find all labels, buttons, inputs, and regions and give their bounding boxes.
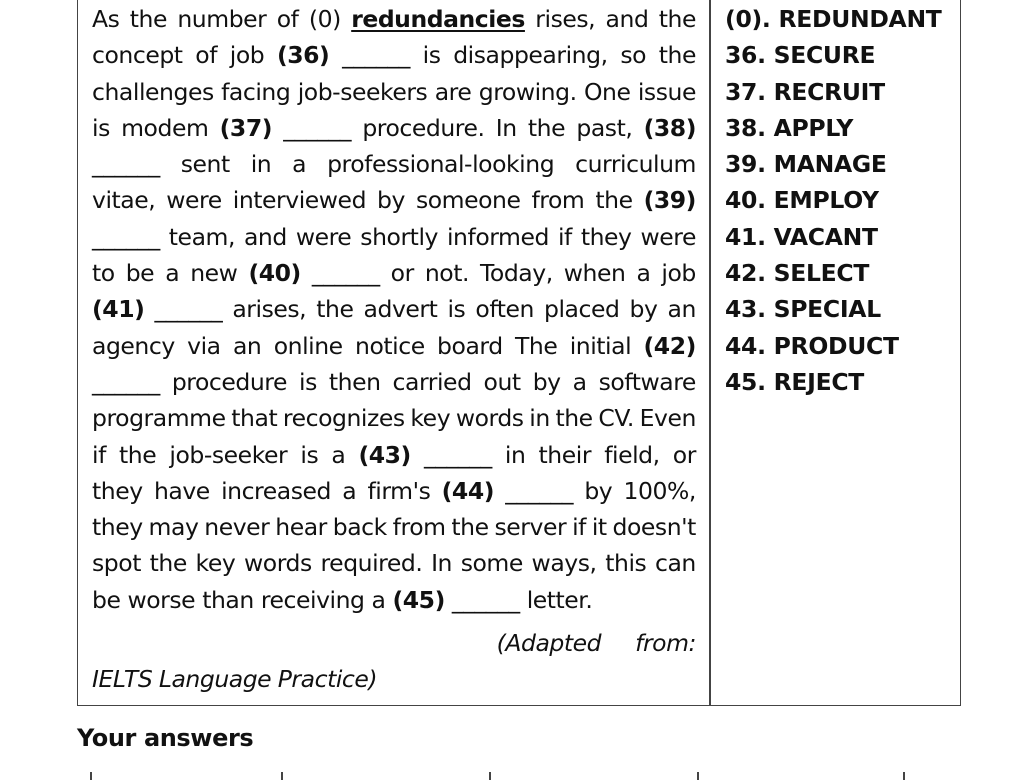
passage-line (92, 328, 696, 364)
passage-line (92, 437, 696, 473)
passage-word: placed (544, 295, 620, 324)
passage-word: carried (392, 367, 472, 396)
passage-word: initial (569, 331, 632, 360)
passage-word: hear (275, 513, 327, 542)
answer-blank: ______ (311, 259, 380, 288)
passage-word: from (531, 186, 585, 215)
passage-word: shortly (360, 222, 438, 251)
root-word-item: 41. VACANT (725, 222, 878, 251)
passage-word: out (483, 367, 521, 396)
question-number: (38) (643, 113, 696, 142)
passage-word: online (273, 331, 343, 360)
passage-line (92, 400, 696, 436)
passage-word: in (529, 404, 550, 433)
passage-word: of (195, 41, 218, 70)
passage-word: they (92, 513, 143, 542)
question-number: (39) (643, 186, 696, 215)
passage-word: team, (168, 222, 235, 251)
passage-word: that (231, 404, 278, 433)
answer-blank: ______ (283, 113, 352, 142)
passage-word: than (202, 585, 254, 614)
passage-line (92, 110, 696, 146)
passage-word: in (250, 150, 272, 179)
passage-line (92, 1, 696, 37)
passage-word: informed (446, 222, 549, 251)
passage-word: disappearing, (453, 41, 608, 70)
passage-word: challenges (92, 77, 214, 106)
example-answer: redundancies (351, 5, 525, 33)
source-word: (Adapted (496, 629, 602, 658)
answer-grid-divider (489, 772, 491, 780)
passage-word: server (494, 513, 567, 542)
passage-word: or (672, 440, 696, 469)
passage-word: In (431, 549, 452, 578)
passage-word: job (661, 259, 696, 288)
passage-word: curriculum (575, 150, 696, 179)
passage-word: is (422, 41, 441, 70)
passage-word: (0) (308, 5, 341, 33)
passage-word: their (538, 440, 592, 469)
passage-word: facing (221, 77, 291, 106)
passage-word: in (504, 440, 526, 469)
passage-word: a (572, 367, 587, 396)
answer-blank: ______ (505, 476, 574, 505)
answer-blank: ______ (92, 367, 160, 396)
passage-word: if (572, 513, 586, 542)
passage-word: advert (363, 295, 438, 324)
passage-line (92, 146, 696, 182)
passage-word: were (166, 186, 222, 215)
passage-line (92, 37, 696, 73)
passage-word: back (332, 513, 387, 542)
passage-word: then (328, 367, 381, 396)
passage-word: growing. (478, 77, 577, 106)
passage-word: they (580, 222, 632, 251)
passage-line (92, 582, 696, 618)
passage-word: the (451, 513, 489, 542)
column-divider (709, 0, 711, 705)
passage-line (92, 182, 696, 218)
passage-word: a (371, 585, 386, 614)
root-word-list (725, 1, 955, 400)
passage-word: job-seekers (297, 77, 428, 106)
root-word-item: 42. SELECT (725, 259, 870, 288)
passage-word: of (276, 5, 299, 33)
passage-word: the (527, 113, 566, 142)
passage-word: often (475, 295, 534, 324)
passage-word: by (584, 476, 613, 505)
passage-word: a (342, 476, 357, 505)
passage-word: professional-looking (327, 150, 555, 179)
passage-line (92, 219, 696, 255)
passage-word: someone (415, 186, 521, 215)
question-number: (45) (392, 585, 445, 614)
passage-word: never (204, 513, 270, 542)
passage-word: is (92, 113, 110, 142)
passage-word: if (92, 440, 106, 469)
passage-word: new (190, 259, 238, 288)
passage-word: or (390, 259, 414, 288)
passage-word: procedure. (362, 113, 485, 142)
passage-word: when (563, 259, 626, 288)
root-word-item: 39. MANAGE (725, 150, 887, 179)
passage-word: a (165, 259, 180, 288)
passage-word: required. (320, 549, 423, 578)
passage-word: increased (221, 476, 331, 505)
passage-word: 100%, (623, 476, 696, 505)
passage-word: key (410, 404, 451, 433)
answer-blank: ______ (92, 222, 160, 251)
root-word-item: 44. PRODUCT (725, 331, 899, 360)
passage-word: notice (355, 331, 425, 360)
root-word-item: 37. RECRUIT (725, 77, 885, 106)
word-formation-table (77, 0, 961, 706)
passage-word: the (119, 440, 157, 469)
passage-word: be (125, 259, 155, 288)
root-word-item: 45. REJECT (725, 367, 865, 396)
passage-word: field, (604, 440, 660, 469)
passage-word: programme (92, 404, 226, 433)
passage-word: a (292, 150, 307, 179)
passage-word: the (658, 41, 696, 70)
passage-word: key (195, 549, 236, 578)
passage-word: software (598, 367, 696, 396)
passage-word: words (455, 404, 524, 433)
passage-word: ways, (531, 549, 597, 578)
passage-word: by (377, 186, 405, 215)
passage-word: agency (92, 331, 175, 360)
passage-word: by (532, 367, 561, 396)
answer-grid-divider (281, 772, 283, 780)
answer-blank: ______ (423, 440, 492, 469)
reading-passage (92, 1, 696, 698)
passage-word: the (129, 5, 167, 33)
passage-word: via (187, 331, 221, 360)
passage-line (92, 255, 696, 291)
passage-word: the (316, 295, 354, 324)
answer-blank: ______ (92, 150, 160, 179)
passage-word: an (667, 295, 696, 324)
passage-word: letter. (526, 585, 593, 614)
passage-word: Today, (480, 259, 553, 288)
answers-heading: Your answers (77, 724, 254, 752)
passage-word: spot (92, 549, 141, 578)
passage-word: so (620, 41, 647, 70)
root-word-item: 38. APPLY (725, 113, 854, 142)
passage-word: this (605, 549, 647, 578)
passage-line (92, 364, 696, 400)
passage-word: are (434, 77, 472, 106)
passage-line (92, 509, 696, 545)
root-word-item: (0). REDUNDANT (725, 5, 942, 33)
passage-word: words (244, 549, 312, 578)
passage-word: from (392, 513, 446, 542)
passage-word: they (92, 476, 143, 505)
passage-word: interviewed (232, 186, 367, 215)
root-word-item: 36. SECURE (725, 41, 876, 70)
passage-word: were (640, 222, 696, 251)
passage-word: and (243, 222, 287, 251)
passage-word: job (229, 41, 265, 70)
answer-grid-divider (697, 772, 699, 780)
passage-word: recognizes (282, 404, 405, 433)
source-word: from: (635, 629, 696, 658)
question-number: (42) (643, 331, 696, 360)
passage-word: In (495, 113, 517, 142)
question-number: (36) (276, 41, 330, 70)
passage-word: arises, (232, 295, 307, 324)
passage-word: job-seeker (169, 440, 288, 469)
answer-blank: ______ (154, 295, 223, 324)
passage-word: number (177, 5, 267, 33)
answer-grid-divider (90, 772, 92, 780)
passage-word: CV. (598, 404, 634, 433)
passage-line (92, 545, 696, 581)
passage-word: Even (639, 404, 696, 433)
passage-word: can (655, 549, 696, 578)
passage-word: some (460, 549, 523, 578)
passage-line (92, 473, 696, 509)
passage-word: vitae, (92, 186, 156, 215)
passage-word: concept (92, 41, 183, 70)
passage-word: firm's (367, 476, 431, 505)
passage-word: the (658, 5, 696, 33)
passage-word: past, (576, 113, 633, 142)
answer-blank: ______ (451, 585, 520, 614)
passage-word: have (153, 476, 210, 505)
passage-word: modem (121, 113, 209, 142)
passage-word: worse (127, 585, 196, 614)
passage-word: a (331, 440, 346, 469)
passage-word: As (92, 5, 120, 33)
source-attribution (92, 625, 696, 661)
passage-word: were (295, 222, 352, 251)
question-number: (37) (219, 113, 273, 142)
root-word-item: 43. SPECIAL (725, 295, 881, 324)
question-number: (41) (92, 295, 145, 324)
answer-blank: ______ (342, 41, 410, 70)
passage-word: sent (180, 150, 230, 179)
passage-word: doesn't (612, 513, 696, 542)
answer-grid-divider (903, 772, 905, 780)
passage-word: rises, (535, 5, 596, 33)
question-number: (43) (358, 440, 411, 469)
passage-word: not. (424, 259, 469, 288)
passage-line (92, 291, 696, 327)
question-number: (40) (248, 259, 301, 288)
passage-word: be (92, 585, 121, 614)
passage-word: a (636, 259, 651, 288)
passage-word: the (149, 549, 187, 578)
passage-word: One (583, 77, 631, 106)
source-title: IELTS Language Practice) (92, 665, 378, 694)
passage-word: is (447, 295, 466, 324)
passage-word: is (300, 440, 319, 469)
passage-word: receiving (260, 585, 365, 614)
passage-word: the (555, 404, 593, 433)
passage-word: it (591, 513, 607, 542)
passage-word: an (232, 331, 262, 360)
passage-word: procedure (171, 367, 287, 396)
passage-word: if (557, 222, 572, 251)
question-number: (44) (441, 476, 495, 505)
passage-word: The (515, 331, 558, 360)
passage-word: issue (637, 77, 696, 106)
passage-line (92, 74, 696, 110)
root-word-item: 40. EMPLOY (725, 186, 879, 215)
passage-word: board (437, 331, 503, 360)
passage-word: the (595, 186, 633, 215)
passage-word: and (605, 5, 649, 33)
passage-word: by (629, 295, 658, 324)
passage-word: is (299, 367, 317, 396)
passage-word: may (148, 513, 199, 542)
passage-word: to (92, 259, 115, 288)
